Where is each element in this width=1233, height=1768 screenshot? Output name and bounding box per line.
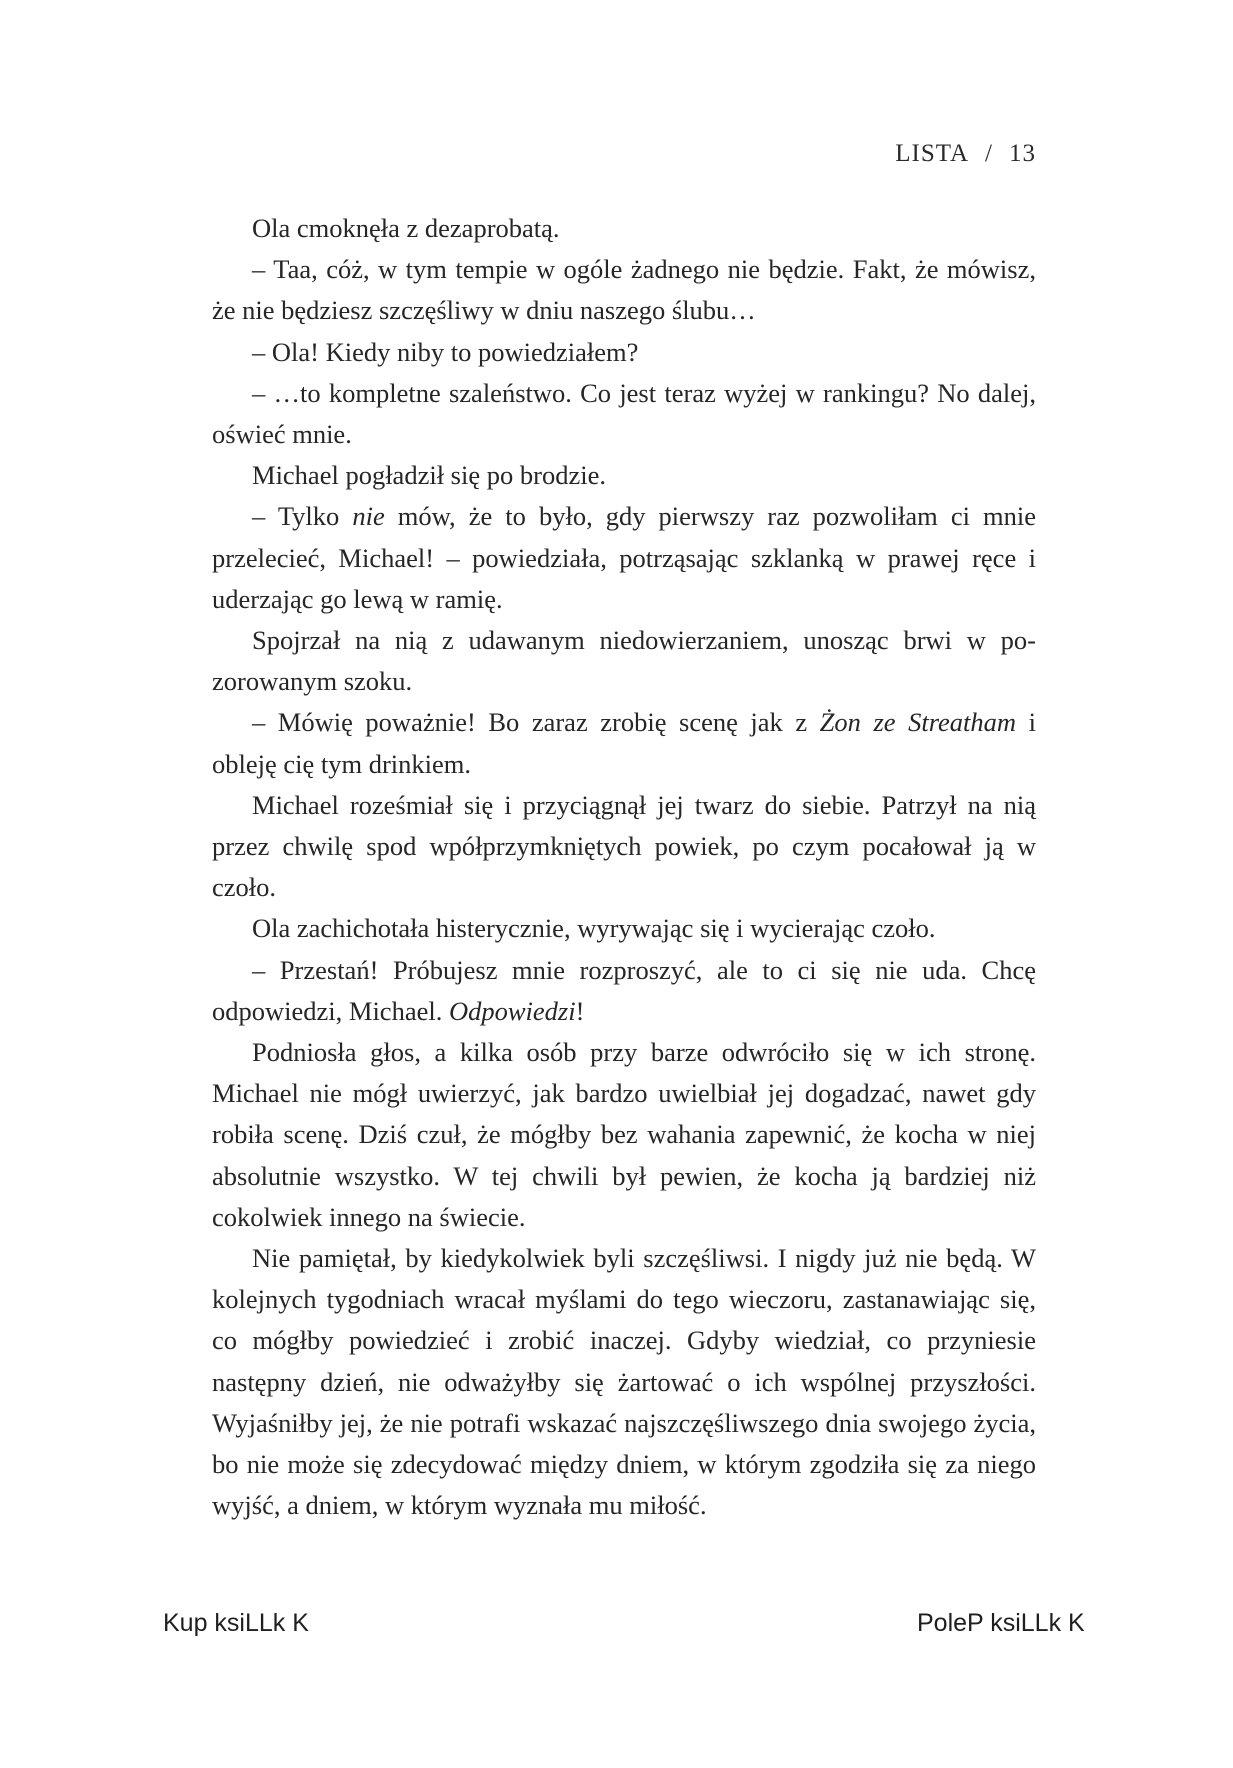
- buy-book-link[interactable]: Kup ksiLLk K: [163, 1609, 309, 1637]
- page-number: 13: [1009, 140, 1036, 167]
- paragraph: Michael pogładził się po brodzie.: [252, 460, 606, 491]
- paragraph: – Mówię poważnie! Bo zaraz zrobię scenę jak z Żon ze Streatham i obleję cię tym drinkiem.: [212, 707, 1036, 779]
- paragraph: Michael roześmiał się i przyciągnął jej twarz do siebie. Patrzył na nią przez chwilę spod wpółprzymkniętych powiek, po czym pocałował ją w czoło.: [212, 789, 1036, 903]
- paragraph: – Taa, cóż, w tym tempie w ogóle żadnego nie będzie. Fakt, że mówisz, że nie będziesz szczęśliwy w dniu naszego ślubu…: [212, 254, 1036, 326]
- paragraph: – …to kompletne szaleństwo. Co jest teraz wyżej w rankingu? No dalej, oświeć mnie.: [212, 377, 1036, 450]
- paragraph: – Ola! Kiedy niby to powiedziałem?: [252, 336, 639, 367]
- italic-emphasis: nie: [352, 501, 385, 532]
- italic-emphasis: Odpowiedzi: [448, 995, 576, 1026]
- italic-title: Żon ze Streatham: [819, 707, 1017, 738]
- paragraph: Ola cmoknęła z dezaprobatą.: [252, 213, 560, 243]
- paragraph: Podniosła głos, a kilka osób przy barze odwróciło się w ich stronę. Michael nie mógł uwierzyć, jak bardzo uwielbiał jej dogadzać, nawet gdy robiła scenę. Dziś czuł, że mógłby bez wahania zapewnić, że kocha w niej absolutnie wszystko. W tej chwili był pewien, że kocha ją bardziej niż cokolwiek innego na świecie.: [212, 1037, 1036, 1232]
- recommend-book-link[interactable]: PoleP ksiLLk K: [917, 1609, 1085, 1637]
- paragraph: Spojrzał na nią z udawanym niedowierzaniem, unosząc brwi w pozorowanym szoku.: [212, 625, 1036, 697]
- running-head-title: LISTA: [895, 140, 970, 167]
- running-head-separator: /: [985, 140, 993, 167]
- paragraph: – Tylko nie mów, że to było, gdy pierwszy raz pozwoliłam ci mnie przelecieć, Michael! – powiedziała, potrząsając szklanką w prawej ręce i uderzając go lewą w ramię.: [212, 501, 1036, 614]
- paragraph: Nie pamiętał, by kiedykolwiek byli szczęśliwsi. I nigdy już nie będą. W kolejnych tygodniach wracał myślami do tego wieczoru, zastanawiając się, co mógłby powiedzieć i zrobić inaczej. Gdyby wiedział, co przyniesie następny dzień, nie odważyłby się żartować o ich wspólnej przyszłości. Wyjaśniłby jej, że nie potrafi wskazać najszczęśliwszego dnia swojego życia, bo nie może się zdecydować między dniem, w którym zgodziła się za niego wyjść, a dniem, w którym wyznała mu miłość.: [212, 1243, 1036, 1521]
- paragraph: Ola zachichotała histerycznie, wyrywając się i wycierając czoło.: [252, 913, 936, 944]
- paragraph: – Przestań! Próbujesz mnie rozproszyć, ale to ci się nie uda. Chcę odpowiedzi, Michael. Odpowiedzi!: [212, 954, 1036, 1026]
- running-head: [895, 140, 1036, 168]
- body-text: [212, 208, 1036, 1527]
